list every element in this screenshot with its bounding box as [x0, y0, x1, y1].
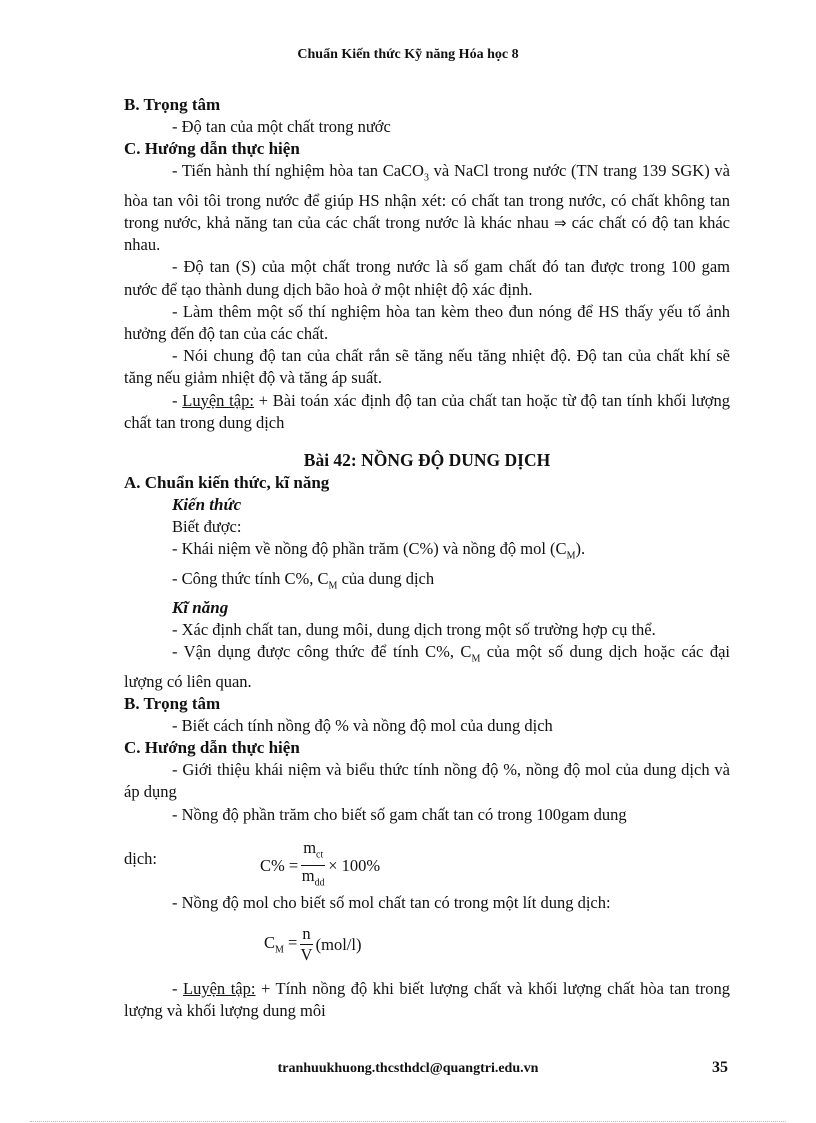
percent-formula-row — [124, 836, 730, 889]
guide-item-2: - Nồng độ phần trăm cho biết số gam chất tan có trong 100gam dung — [172, 804, 627, 824]
skill-item-1: - Xác định chất tan, dung môi, dung dịch trong một số trường hợp cụ thể. — [172, 620, 656, 640]
paragraph-solubility-def: - Độ tan (S) của một chất trong nước là số gam chất đó tan được trong 100 gam nước để tạo thành dung dịch bão hoà ở một nhiệt độ xác định. — [124, 257, 730, 299]
formula-lead-text: dịch: — [124, 848, 157, 868]
molar-fraction: $\frac{n}{V}$ — [300, 924, 313, 965]
section-b-title: B. Trọng tâm — [124, 95, 221, 114]
document-body — [124, 94, 730, 1022]
footer-email: tranhuukhuong.thcsthdcl@quangtri.edu.vn — [277, 1061, 539, 1076]
paragraph-practice: - Luyện tập: + Bài toán xác định độ tan của chất tan hoặc từ độ tan tính khối lượng chất tan trong dung dịch — [124, 390, 730, 432]
section-b2-title: B. Trọng tâm — [124, 694, 221, 714]
section-b-line: - Độ tan của một chất trong nước — [172, 117, 391, 136]
section-c2-title: C. Hướng dẫn thực hiện — [124, 738, 300, 758]
practice-label: Luyện tập: — [182, 390, 254, 410]
page-divider — [30, 1121, 786, 1122]
molar-formula-row — [124, 924, 730, 972]
know-intro: Biết được: — [172, 516, 242, 536]
page-number: 35 — [712, 1059, 728, 1076]
implies-icon: ⇒ — [554, 213, 567, 232]
paragraph-temperature: - Nói chung độ tan của chất rắn sẽ tăng nếu tăng nhiệt độ. Độ tan của chất khí sẽ tăng nếu giảm nhiệt độ và tăng áp suất. — [124, 346, 730, 388]
paragraph-extra-experiment: - Làm thêm một số thí nghiệm hòa tan kèm theo đun nóng để HS thấy yếu tố ảnh hưởng đến độ tan của các chất. — [124, 301, 730, 343]
skill-item-2: - Vận dụng được công thức để tính C%, $C_M$ của một số dung dịch hoặc các đại lượng có liên quan. — [124, 642, 730, 691]
knowledge-item-2: - Công thức tính C%, $C_M$ của dung dịch — [172, 568, 435, 591]
percent-formula: C% = $\frac{m_{ct}}{m_{dd}}$ × 100% — [260, 838, 380, 894]
guide-item-1: - Giới thiệu khái niệm và biểu thức tính nồng độ %, nồng độ mol của dung dịch và áp dụng — [124, 760, 730, 802]
molar-formula: $C_M$ = $\frac{n}{V}$ (mol/l) — [264, 924, 362, 965]
section-c-title: C. Hướng dẫn thực hiện — [124, 139, 300, 159]
guide-item-practice: - Luyện tập: + Tính nồng độ khi biết lượng chất và khối lượng chất hòa tan trong lượng và khối lượng dung môi — [124, 979, 730, 1021]
page-header: Chuẩn Kiến thức Kỹ năng Hóa học 8 — [297, 47, 519, 62]
practice-label-2: Luyện tập: — [183, 979, 256, 999]
paragraph-experiment: - Tiến hành thí nghiệm hòa tan CaCO$_3$ và NaCl trong nước (TN trang 139 SGK) và hòa tan vôi tôi trong nước để giúp HS nhận xét: có chất tan trong nước, có chất không tan trong nước, khả năng tan của các chất trong nước là khác nhau ⇒ các chất có độ tan khác nhau. — [124, 161, 730, 255]
section-a-title: A. Chuẩn kiến thức, kĩ năng — [124, 472, 330, 492]
skills-subtitle: Kĩ năng — [172, 598, 229, 618]
percent-fraction: $\frac{m_{ct}}{m_{dd}}$ — [301, 837, 325, 889]
section-b2-line: - Biết cách tính nồng độ % và nồng độ mol của dung dịch — [172, 716, 553, 736]
knowledge-subtitle: Kiến thức — [172, 494, 242, 514]
guide-item-3: - Nồng độ mol cho biết số mol chất tan có trong một lít dung dịch: — [172, 892, 611, 912]
lesson-title: Bài 42: NỒNG ĐỘ DUNG DỊCH — [303, 449, 551, 470]
knowledge-item-1: - Khái niệm về nồng độ phần trăm (C%) và nồng độ mol $(C_M)$. — [172, 539, 586, 562]
